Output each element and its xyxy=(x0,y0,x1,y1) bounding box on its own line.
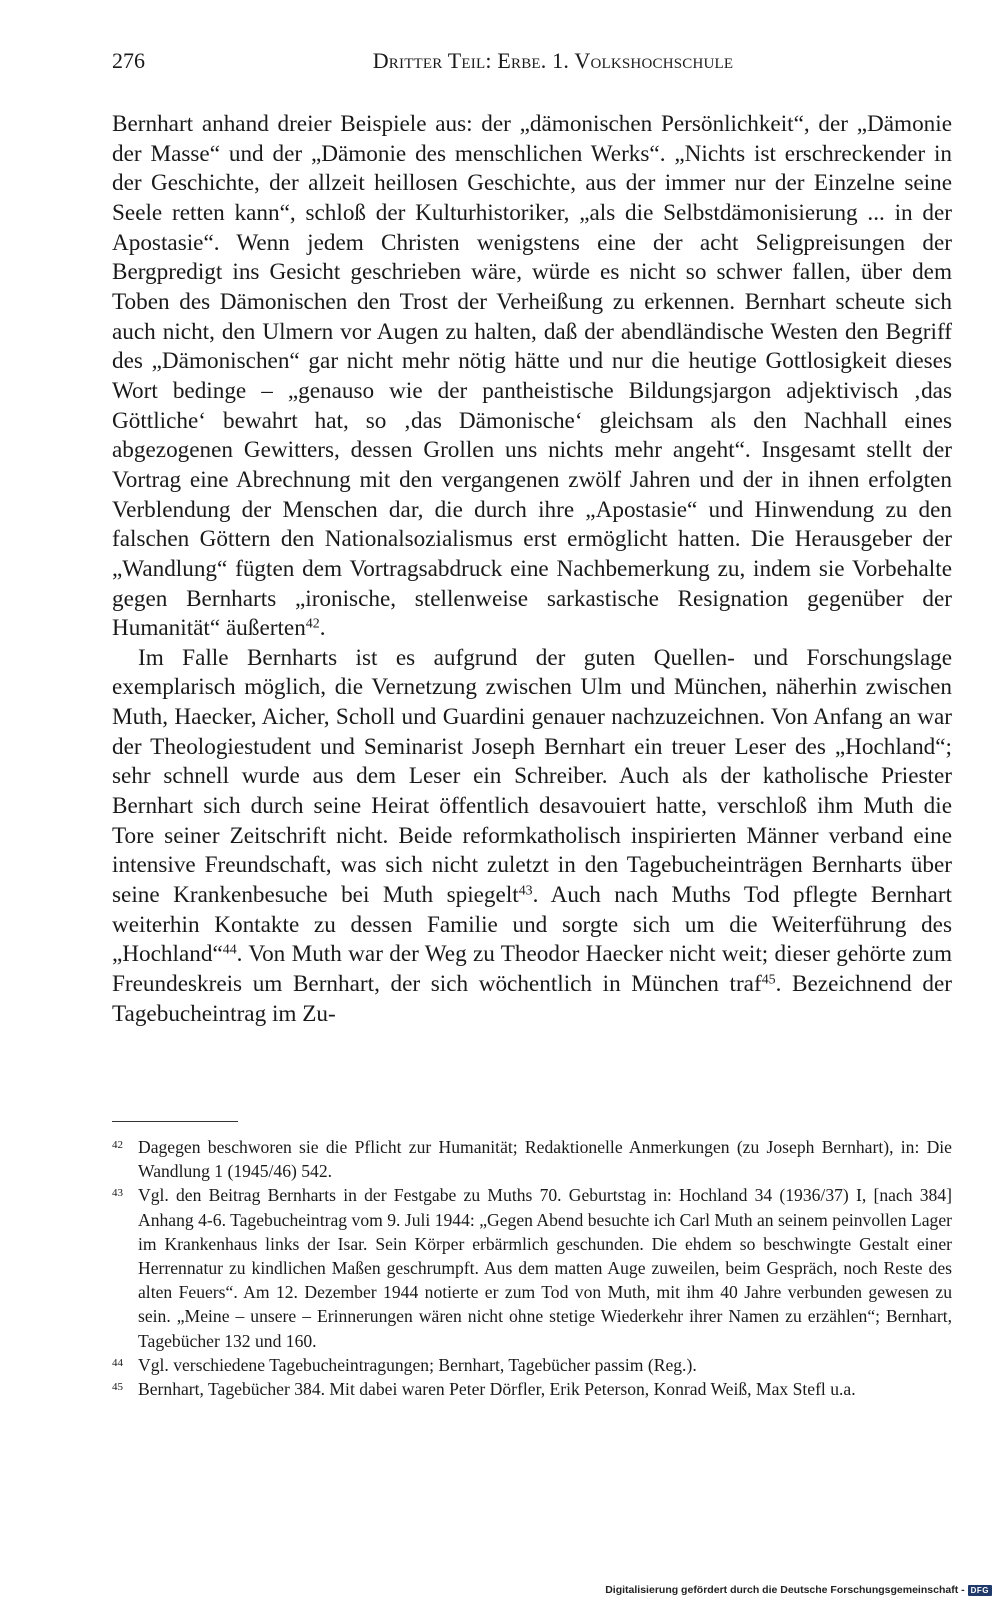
footnote-number: 42 xyxy=(112,1139,123,1151)
running-header xyxy=(112,44,942,78)
footnote xyxy=(112,1353,952,1377)
footnote-number: 44 xyxy=(112,1356,123,1369)
footnote-text: Vgl. verschiedene Tagebucheintragungen; Bernhart, Tagebücher passim (Reg.). xyxy=(138,1354,697,1375)
footnote-text: Bernhart, Tagebücher 384. Mit dabei waren Peter Dörfler, Erik Peterson, Konrad Weiß, Max Stefl u.a. xyxy=(138,1379,856,1400)
main-text xyxy=(112,110,952,1029)
running-title xyxy=(112,44,942,78)
dfg-logo: DFG xyxy=(968,1585,992,1596)
credit-text: Digitalisierung gefördert durch die Deutsche Forschungsgemeinschaft - xyxy=(605,1584,965,1596)
paragraph-text-cont: . Auch nach Muths Tod pflegte Bernhart weiterhin Kontakte zu dessen Familie und sorgte sich um die Weiterführung des „Hochland“ xyxy=(112,882,952,968)
footnote-text: Dagegen beschworen sie die Pflicht zur Humanität; Redaktionelle Anmerkungen (zu Joseph Bernhart), in: Die Wandlung 1 (1945/46) 542. xyxy=(138,1137,952,1182)
footnote-ref[interactable]: 45 xyxy=(761,972,776,988)
paragraph-text: Bernhart anhand dreier Beispiele aus: der „dämonischen Persönlichkeit“, der „Dämonie der Masse“ und der „Dämonie des menschlichen Werks“. „Nichts ist erschreckender in der Geschichte, der allzeit heillosen Geschichte, aus der immer nur der Einzelne seine Seele retten kann“, schloß der Kulturhistoriker, „als die Selbstdämonisierung ... in der Apostasie“. Wenn jedem Christen wenigstens eine der acht Seligpreisungen der Bergpredigt ins Gesicht geschrieben wäre, würde es nicht so schwer fallen, über dem Toben des Dämonischen den Trost der Verheißung zu erkennen. Bernhart scheute sich auch nicht, den Ulmern vor Augen zu halten, daß der abendländische Westen den Begriff des „Dämonischen“ gar nicht mehr nötig hätte und nur die heutige Gottlosigkeit dieses Wort bedinge – „genauso wie der pantheistische Bildungsjargon adjektivisch ‚das Göttliche‘ bewahrt hat, so ‚das Dämonische‘ gleichsam als den Nachhall eines abgezogenen Gewitters, dessen Grollen uns nichts mehr angeht“. Insgesamt stellt der Vortrag eine Abrechnung mit den vergangenen zwölf Jahren und der in ihnen erfolgten Verblendung der Menschen dar, die durch ihre „Apostasie“ und Hinwendung zu den falschen Göttern den Nationalsozialismus erst ermöglicht hatten. Die Herausgeber der „Wandlung“ fügten dem Vortragsabdruck eine Nachbemerkung zu, indem sie Vorbehalte gegen Bernharts „ironische, stellenweise sarkastische Resignation gegenüber der Humanität“ äußerten xyxy=(112,111,952,642)
footnote-number: 43 xyxy=(112,1187,123,1200)
footnote-divider xyxy=(112,1121,238,1122)
footnote-number: 45 xyxy=(112,1381,123,1394)
footnote-ref[interactable]: 44 xyxy=(222,942,237,958)
paragraph-text: Im Falle Bernharts ist es aufgrund der guten Quellen- und Forschungslage exemplarisch möglich, die Vernetzung zwischen Ulm und München, näherhin zwischen Muth, Haecker, Aicher, Scholl und Guardini genauer nachzuzeichnen. Von Anfang an war der Theologiestudent und Seminarist Joseph Bernhart ein treuer Leser des „Hochland“; sehr schnell wurde aus dem Leser ein Schreiber. Auch als der katholische Priester Bernhart sich durch seine Heirat öffentlich desavouiert hatte, verschloß ihm Muth die Tore seiner Zeitschrift nicht. Beide reformkatholisch inspirierten Männer verband eine intensive Freundschaft, was sich nicht zuletzt in den Tagebucheinträgen Bernharts über seine Krankenbesuche bei Muth spiegelt xyxy=(112,644,952,909)
footnote xyxy=(112,1377,952,1401)
paragraph-text-end: . Bezeichnend der Tagebucheintrag im Zu- xyxy=(112,971,952,1027)
footnote-ref[interactable]: 42 xyxy=(305,616,320,632)
paragraph xyxy=(112,644,952,1030)
footnotes xyxy=(112,1135,952,1401)
footnote-text: Vgl. den Beitrag Bernharts in der Festgabe zu Muths 70. Geburtstag in: Hochland 34 (1936/37) I, [nach 384] Anhang 4-6. Tagebucheintrag vom 9. Juli 1944: „Gegen Abend besuchte ich Carl Muth an seinem peinvollen Lager im Krankenhaus links der Isar. Sein Körper erbärmlich geschunden. Die ehdem so beschwingte Gestalt einer Herrennatur zu kindlichen Maßen geschrumpft. Aus dem matten Auge zuweilen, beim Gespräch, noch Reste des alten Feuers“. Am 12. Dezember 1944 notierte er zum Tod von Muth, mit ihm 40 Jahre verbunden gewesen zu sein. „Meine – unsere – Erinnerungen wären nicht ohne stetige Wiederkehr ihrer Namen zu erzählen“; Bernhart, Tagebücher 132 und 160. xyxy=(138,1185,952,1351)
paragraph-text-cont: . Von Muth war der Weg zu Theodor Haecker nicht weit; dieser gehörte zum Freundeskreis um Bernhart, der sich wöchentlich in München traf xyxy=(112,941,952,998)
footnote xyxy=(112,1135,952,1183)
paragraph xyxy=(112,110,952,644)
footnote xyxy=(112,1183,952,1352)
running-title-text: Dritter Teil: Erbe. 1. Volkshochschule xyxy=(372,48,734,73)
paragraph-text-end: . xyxy=(319,615,326,642)
footnote-ref[interactable]: 43 xyxy=(518,883,533,899)
digitization-credit xyxy=(605,1584,992,1596)
page-number: 276 xyxy=(112,48,145,73)
